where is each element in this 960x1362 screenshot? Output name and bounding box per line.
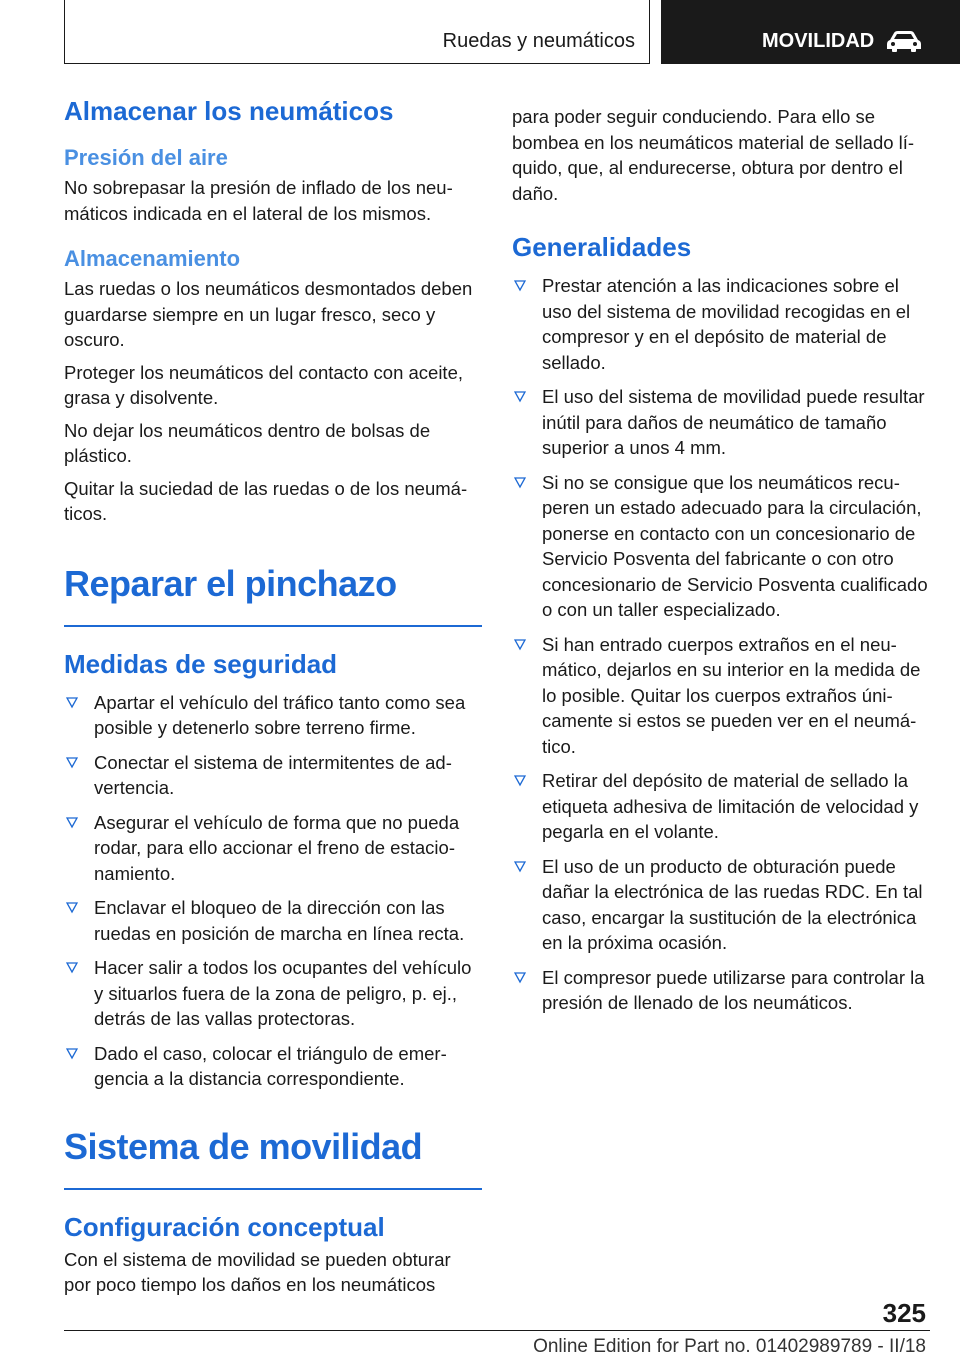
heading-storage: Almacenamiento [64,246,241,271]
list-item [512,384,930,461]
paragraph-concept: Con el sistema de movilidad se pueden obturar por poco tiempo los daños en los neumáticos [64,1248,451,1295]
list-item [512,470,930,623]
list-item [64,955,482,1032]
heading-mobility-system: Sistema de movilidad [64,1125,423,1167]
paragraph-storage-1: Las ruedas o los neumáticos desmontados deben guardarse siempre en un lugar fresco, seco y oscuro. [64,278,473,350]
list-item [64,750,482,801]
triangle-bullet-icon [514,775,526,787]
heading-rule [64,1188,482,1190]
list-item [64,690,482,741]
edition-note: Online Edition for Part no. 01402989789 - II/18 [533,1336,926,1357]
list-item [64,810,482,887]
triangle-bullet-icon [514,391,526,403]
list-item [64,895,482,946]
paragraph-air-pressure: No sobrepasar la presión de inflado de los neumáticos indicada en el lateral de los mismos. [64,177,453,224]
list-item [512,854,930,956]
heading-store-tires: Almacenar los neumáticos [64,96,394,126]
page-number: 325 [882,1298,926,1328]
triangle-bullet-icon [514,972,526,984]
list-item-text: Si no se consigue que los neumáticos recuperen un estado adecuado para la circulación, ponerse en contacto con un concesionario de Servicio Posventa del fabricante o con otro concesionario de Servicio Posventa cualificado o con un taller especializado. [542,471,928,620]
list-item-text: El uso del sistema de movilidad puede resultar inútil para daños de neumático de tamaño superior a unos 4 mm. [542,386,925,458]
list-item [512,632,930,760]
list-item-text: Asegurar el vehículo de forma que no pueda rodar, para ello accionar el freno de estacionamiento. [94,811,460,884]
triangle-bullet-icon [514,280,526,292]
footer-rule [64,1330,930,1331]
heading-repair-puncture: Reparar el pinchazo [64,562,397,604]
triangle-bullet-icon [514,477,526,489]
triangle-bullet-icon [514,639,526,651]
right-column [512,104,930,1025]
general-list [512,273,930,1016]
triangle-bullet-icon [66,962,78,974]
list-item [64,1041,482,1092]
list-item-text: Prestar atención a las indicaciones sobre el uso del sistema de movilidad recogidas en el compresor y en el depósito de material de sellado. [542,275,911,373]
paragraph-storage-3: No dejar los neumáticos dentro de bolsas de plástico. [64,419,431,466]
triangle-bullet-icon [66,1048,78,1060]
header-chapter-title: Ruedas y neumáticos [64,0,650,64]
triangle-bullet-icon [66,697,78,709]
left-column [64,96,482,1298]
safety-list [64,690,482,1092]
heading-air-pressure: Presión del aire [64,145,228,170]
heading-conceptual-configuration: Configuración conceptual [64,1211,385,1242]
list-item-text: Conectar el sistema de intermitentes de advertencia. [94,751,452,798]
list-item [512,965,930,1016]
list-item-text: Apartar el vehículo del tráfico tanto como sea posible y detenerlo sobre terreno firme. [94,691,466,738]
list-item-text: El compresor puede utilizarse para controlar la presión de llenado de los neumáticos. [542,966,925,1013]
paragraph-storage-4: Quitar la suciedad de las ruedas o de los neumáticos. [64,477,468,524]
list-item-text: Hacer salir a todos los ocupantes del vehículo y situarlos fuera de la zona de peligro, p. ej., detrás de las vallas protectoras. [94,957,472,1029]
heading-safety-measures: Medidas de seguridad [64,648,338,679]
list-item-text: Retirar del depósito de material de sellado la etiqueta adhesiva de limitación de velocidad y pegarla en el volante. [542,770,919,842]
car-icon [885,29,923,53]
list-item [512,273,930,375]
triangle-bullet-icon [514,861,526,873]
heading-general: Generalidades [512,232,692,262]
heading-rule [64,625,482,627]
triangle-bullet-icon [66,902,78,914]
paragraph-storage-2: Proteger los neumáticos del contacto con aceite, grasa y disolvente. [64,361,464,408]
triangle-bullet-icon [66,817,78,829]
list-item-text: Si han entrado cuerpos extraños en el neumático, dejarlos en su interior en la medida de lo posible. Quitar los cuerpos extraños únicamente si estos se pueden ver en el neumático. [542,633,921,757]
list-item-text: Dado el caso, colocar el triángulo de emergencia a la distancia correspondiente. [94,1042,447,1089]
list-item-text: Enclavar el bloqueo de la dirección con las ruedas en posición de marcha en línea recta. [94,897,465,944]
paragraph-concept-continued: para poder seguir conduciendo. Para ello se bombea en los neumáticos material de sellado líquido, que, al endurecerse, obtura por dentro el daño. [512,106,915,204]
list-item-text: El uso de un producto de obturación puede dañar la electrónica de las ruedas RDC. En tal caso, encargar la sustitución de la electrónica en la próxima ocasión. [542,855,923,953]
list-item [512,768,930,845]
header-section-label: MOVILIDAD [661,0,960,64]
triangle-bullet-icon [66,757,78,769]
